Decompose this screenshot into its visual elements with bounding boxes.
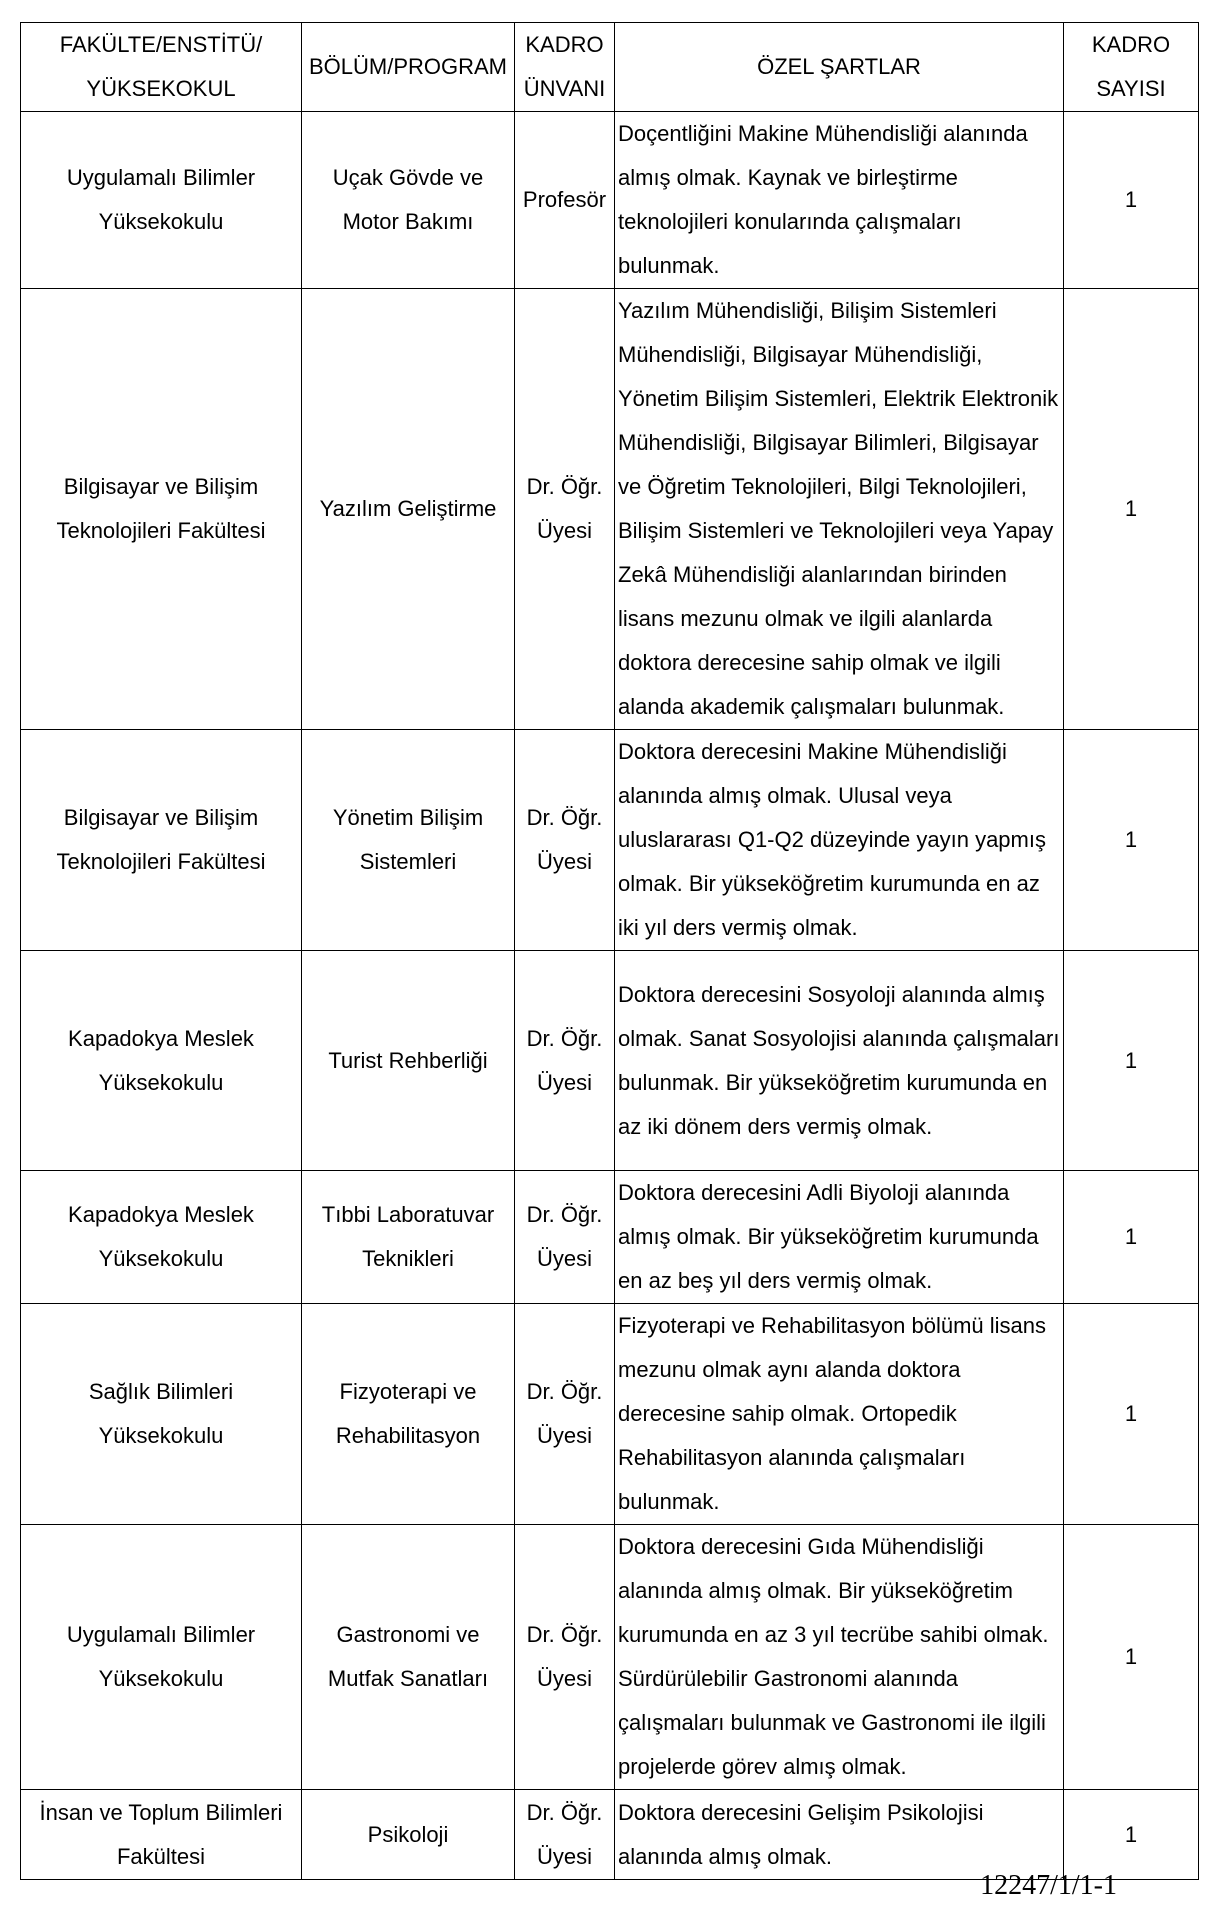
- header-conditions: ÖZEL ŞARTLAR: [615, 23, 1064, 112]
- faculty-cell: Bilgisayar ve Bilişim Teknolojileri Fakültesi: [21, 730, 302, 951]
- count-cell: 1: [1064, 730, 1199, 951]
- table-row: [21, 1525, 1199, 1790]
- conditions-cell: Doktora derecesini Sosyoloji alanında almış olmak. Sanat Sosyolojisi alanında çalışmaları bulunmak. Bir yükseköğretim kurumunda en az iki dönem ders vermiş olmak.: [615, 951, 1064, 1171]
- faculty-cell: İnsan ve Toplum Bilimleri Fakültesi: [21, 1790, 302, 1880]
- table-row: [21, 730, 1199, 951]
- title-cell: Dr. Öğr. Üyesi: [515, 1304, 615, 1525]
- title-cell: Profesör: [515, 112, 615, 289]
- title-cell: Dr. Öğr. Üyesi: [515, 1790, 615, 1880]
- conditions-cell: Fizyoterapi ve Rehabilitasyon bölümü lisans mezunu olmak aynı alanda doktora derecesine sahip olmak. Ortopedik Rehabilitasyon alanında çalışmaları bulunmak.: [615, 1304, 1064, 1525]
- count-cell: 1: [1064, 1304, 1199, 1525]
- table-row: [21, 112, 1199, 289]
- count-cell: 1: [1064, 112, 1199, 289]
- count-cell: 1: [1064, 289, 1199, 730]
- document-reference-code: 12247/1/1-1: [980, 1870, 1117, 1901]
- program-cell: Psikoloji: [302, 1790, 515, 1880]
- conditions-cell: Yazılım Mühendisliği, Bilişim Sistemleri Mühendisliği, Bilgisayar Mühendisliği, Yönetim Bilişim Sistemleri, Elektrik Elektronik Mühendisliği, Bilgisayar Bilimleri, Bilgisayar ve Öğretim Teknolojileri, Bilgi Teknolojileri, Bilişim Sistemleri ve Teknolojileri veya Yapay Zekâ Mühendisliği alanlarından birinden lisans mezunu olmak ve ilgili alanlarda doktora derecesine sahip olmak ve ilgili alanda akademik çalışmaları bulunmak.: [615, 289, 1064, 730]
- conditions-cell: Doçentliğini Makine Mühendisliği alanında almış olmak. Kaynak ve birleştirme teknolojileri konularında çalışmaları bulunmak.: [615, 112, 1064, 289]
- program-cell: Yönetim Bilişim Sistemleri: [302, 730, 515, 951]
- conditions-cell: Doktora derecesini Gıda Mühendisliği alanında almış olmak. Bir yükseköğretim kurumunda en az 3 yıl tecrübe sahibi olmak. Sürdürülebilir Gastronomi alanında çalışmaları bulunmak ve Gastronomi ile ilgili projelerde görev almış olmak.: [615, 1525, 1064, 1790]
- faculty-cell: Sağlık Bilimleri Yüksekokulu: [21, 1304, 302, 1525]
- conditions-cell: Doktora derecesini Gelişim Psikolojisi alanında almış olmak.: [615, 1790, 1064, 1880]
- program-cell: Tıbbi Laboratuvar Teknikleri: [302, 1171, 515, 1304]
- program-cell: Fizyoterapi ve Rehabilitasyon: [302, 1304, 515, 1525]
- faculty-cell: Kapadokya Meslek Yüksekokulu: [21, 951, 302, 1171]
- count-cell: 1: [1064, 1790, 1199, 1880]
- table-row: [21, 1171, 1199, 1304]
- table-row: [21, 951, 1199, 1171]
- table-row: [21, 289, 1199, 730]
- count-cell: 1: [1064, 1171, 1199, 1304]
- title-cell: Dr. Öğr. Üyesi: [515, 1525, 615, 1790]
- header-count: KADRO SAYISI: [1064, 23, 1199, 112]
- table-header-row: [21, 23, 1199, 112]
- conditions-cell: Doktora derecesini Makine Mühendisliği alanında almış olmak. Ulusal veya uluslararası Q1-Q2 düzeyinde yayın yapmış olmak. Bir yükseköğretim kurumunda en az iki yıl ders vermiş olmak.: [615, 730, 1064, 951]
- staff-positions-table: [20, 22, 1199, 1880]
- title-cell: Dr. Öğr. Üyesi: [515, 730, 615, 951]
- table-row: [21, 1790, 1199, 1880]
- faculty-cell: Bilgisayar ve Bilişim Teknolojileri Fakültesi: [21, 289, 302, 730]
- title-cell: Dr. Öğr. Üyesi: [515, 1171, 615, 1304]
- faculty-cell: Kapadokya Meslek Yüksekokulu: [21, 1171, 302, 1304]
- table-row: [21, 1304, 1199, 1525]
- title-cell: Dr. Öğr. Üyesi: [515, 951, 615, 1171]
- faculty-cell: Uygulamalı Bilimler Yüksekokulu: [21, 1525, 302, 1790]
- count-cell: 1: [1064, 951, 1199, 1171]
- count-cell: 1: [1064, 1525, 1199, 1790]
- program-cell: Gastronomi ve Mutfak Sanatları: [302, 1525, 515, 1790]
- header-title: KADRO ÜNVANI: [515, 23, 615, 112]
- conditions-cell: Doktora derecesini Adli Biyoloji alanında almış olmak. Bir yükseköğretim kurumunda en az beş yıl ders vermiş olmak.: [615, 1171, 1064, 1304]
- program-cell: Uçak Gövde ve Motor Bakımı: [302, 112, 515, 289]
- header-program: BÖLÜM/PROGRAM: [302, 23, 515, 112]
- header-faculty: FAKÜLTE/ENSTİTÜ/ YÜKSEKOKUL: [21, 23, 302, 112]
- faculty-cell: Uygulamalı Bilimler Yüksekokulu: [21, 112, 302, 289]
- program-cell: Yazılım Geliştirme: [302, 289, 515, 730]
- title-cell: Dr. Öğr. Üyesi: [515, 289, 615, 730]
- program-cell: Turist Rehberliği: [302, 951, 515, 1171]
